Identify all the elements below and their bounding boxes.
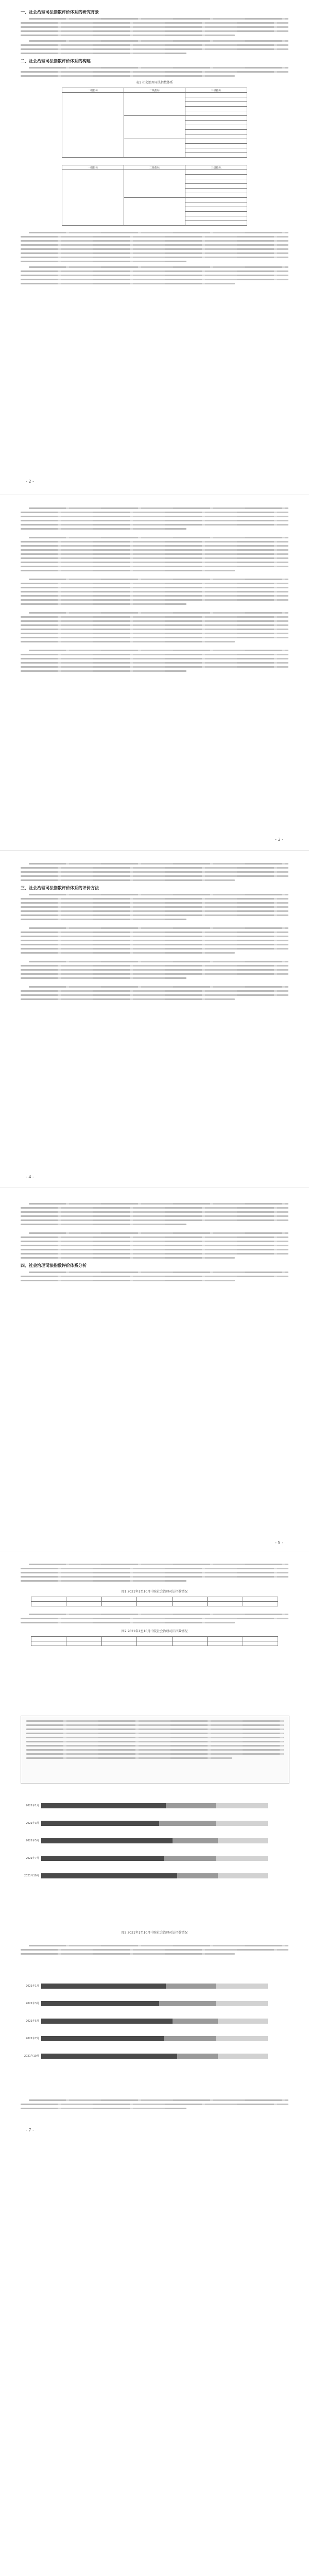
page-number: - 4 - [26, 1175, 34, 1179]
text-line [21, 557, 288, 559]
bar-segment [164, 2036, 216, 2041]
text-line [21, 948, 288, 950]
bar-segment [216, 2001, 268, 2006]
table-cell [66, 1602, 101, 1606]
text-line [29, 2099, 288, 2101]
table-header-cell: 二级指标 [124, 88, 185, 93]
bar-category-label: 2021年3月 [26, 1822, 39, 1825]
table-cell [62, 93, 124, 158]
text-line [21, 944, 288, 945]
section-heading-1: 一、社会治理司法指数评价体系的研究背景 [21, 10, 99, 14]
bar-segment [166, 1984, 216, 1989]
text-line [21, 1253, 288, 1255]
text-line [21, 261, 186, 262]
text-line [21, 283, 235, 284]
table-caption: 图2 2021年1至10月中院社会治理司法指数情况 [121, 1630, 188, 1633]
text-line [21, 248, 288, 250]
bar-row [41, 2001, 268, 2006]
table-cell [185, 170, 247, 175]
bar-segment [177, 1873, 218, 1878]
bar-segment [41, 1856, 164, 1861]
table-header-cell: 三级指标 [185, 165, 247, 170]
paragraph-block [21, 1272, 288, 1281]
text-line [21, 599, 288, 601]
text-line [21, 994, 288, 996]
table-cell [31, 1637, 66, 1641]
table-cell [124, 139, 185, 158]
paragraph-block [21, 1203, 288, 1225]
text-line [26, 1737, 284, 1738]
text-line [29, 927, 288, 929]
text-line [26, 1749, 284, 1751]
table-cell [172, 1597, 207, 1602]
text-line [21, 562, 288, 563]
text-line [29, 579, 288, 580]
paragraph-block [21, 507, 288, 530]
table-cell [208, 1641, 243, 1646]
text-line [26, 1733, 284, 1734]
text-line [21, 26, 288, 28]
bar-segment [41, 1803, 166, 1808]
bar-segment [173, 1838, 218, 1843]
table-cell [185, 121, 247, 125]
bar-segment [41, 1984, 166, 1989]
table-cell [31, 1597, 66, 1602]
text-line [21, 44, 288, 46]
table-cell [185, 184, 247, 189]
text-line [21, 879, 235, 881]
text-line [21, 969, 288, 971]
text-line [21, 658, 288, 659]
text-line [21, 616, 288, 618]
bar-segment [41, 2001, 159, 2006]
text-line [21, 624, 288, 626]
paragraph-block [21, 1232, 288, 1259]
indicator-table [62, 88, 247, 158]
bar-segment [41, 2019, 173, 2024]
table-cell [124, 93, 185, 116]
table-cell [172, 1602, 207, 1606]
figure-caption: 图3 2021年1至10月中院社会治理司法指数情况 [121, 1931, 188, 1935]
text-line [21, 252, 288, 254]
table-cell [185, 97, 247, 102]
text-line [21, 1949, 288, 1951]
table-cell [137, 1641, 172, 1646]
bar-row [41, 1838, 268, 1843]
text-line [21, 545, 288, 547]
text-line [21, 629, 288, 630]
bar-segment [177, 2054, 218, 2059]
table-cell [185, 221, 247, 226]
bar-segment [216, 1803, 268, 1808]
table-cell [31, 1641, 66, 1646]
text-line [21, 603, 186, 605]
section-heading-4: 四、社会治理司法指数评价体系分析 [21, 1263, 87, 1268]
text-line [21, 75, 235, 77]
text-line [21, 898, 288, 900]
table-caption: 图1 2021年1至10月中院社会治理司法指数情况 [121, 1590, 188, 1594]
text-line [21, 670, 186, 672]
table-cell [243, 1602, 278, 1606]
page-break [0, 850, 309, 851]
table-header-cell: 二级指标 [124, 165, 185, 170]
paragraph-block [21, 961, 288, 979]
text-line [21, 528, 186, 530]
text-line [29, 232, 288, 233]
text-line [29, 612, 288, 614]
table-cell [101, 1637, 136, 1641]
text-line [21, 1249, 288, 1250]
paragraph-block [21, 579, 288, 605]
table-cell [185, 139, 247, 144]
text-line [26, 1728, 284, 1730]
text-line [21, 965, 288, 967]
text-line [21, 583, 288, 584]
text-line [21, 871, 288, 873]
table-cell [243, 1597, 278, 1602]
text-line [26, 1724, 284, 1726]
bar-category-label: 2021年7月 [26, 1857, 39, 1860]
table-cell [185, 125, 247, 130]
bar-segment [159, 2001, 216, 2006]
bar-category-label: 2021年7月 [26, 2037, 39, 2040]
text-line [21, 998, 235, 1000]
text-line [21, 875, 288, 877]
text-line [29, 961, 288, 962]
text-line [21, 279, 288, 280]
text-line [21, 524, 288, 526]
text-line [21, 1622, 235, 1623]
table-cell [185, 193, 247, 198]
table-cell [185, 212, 247, 216]
bar-segment [218, 2019, 268, 2024]
table-cell [185, 134, 247, 139]
text-line [21, 620, 288, 622]
text-line [29, 894, 288, 895]
table-cell [185, 198, 247, 202]
table-header-cell: 一级指标 [62, 165, 124, 170]
table-cell [185, 175, 247, 179]
bar-row [41, 1856, 268, 1861]
text-line [21, 1219, 288, 1221]
text-line [21, 990, 288, 992]
text-line [21, 570, 235, 571]
text-line [21, 1236, 288, 1238]
text-line [29, 1945, 288, 1946]
text-line [21, 553, 288, 555]
bar-row [41, 1873, 268, 1878]
text-line [26, 1753, 284, 1755]
text-line [21, 2104, 288, 2105]
table-cell [137, 1637, 172, 1641]
paragraph-block [21, 232, 288, 262]
text-line [21, 275, 288, 276]
page-2 [0, 5, 309, 287]
table-cell [185, 148, 247, 153]
text-line [21, 919, 186, 920]
text-line [26, 1741, 284, 1742]
text-line [21, 71, 288, 73]
text-line [29, 537, 288, 538]
text-line [21, 1572, 288, 1573]
text-line [21, 244, 288, 246]
text-line [21, 1953, 235, 1955]
bar-row [41, 2019, 268, 2024]
table-cell [185, 130, 247, 134]
text-line [21, 952, 235, 954]
bar-segment [159, 1821, 216, 1826]
table-cell [185, 144, 247, 148]
bar-row [41, 1821, 268, 1826]
table-cell [185, 207, 247, 212]
table-cell [243, 1637, 278, 1641]
bar-category-label: 2021年10月 [24, 2055, 39, 2058]
table-header-cell: 一级指标 [62, 88, 124, 93]
text-line [21, 940, 288, 941]
text-line [21, 257, 288, 258]
bar-category-label: 2021年5月 [26, 1839, 39, 1842]
bar-row [41, 1803, 268, 1808]
page-number: - 3 - [275, 837, 283, 842]
table-cell [185, 111, 247, 116]
bar-segment [216, 1856, 268, 1861]
bar-segment [173, 2019, 218, 2024]
text-line [21, 977, 186, 979]
text-line [29, 1272, 288, 1273]
table-cell [137, 1602, 172, 1606]
text-line [21, 1215, 288, 1217]
text-line [21, 936, 288, 937]
text-line [21, 587, 288, 588]
paragraph-block [21, 40, 288, 54]
text-line [26, 1745, 284, 1747]
text-line [21, 270, 288, 272]
page-number: - 5 - [275, 1540, 283, 1545]
text-line [21, 520, 288, 521]
text-line [21, 1224, 186, 1225]
text-line [21, 591, 288, 592]
table-cell [185, 189, 247, 193]
index-table [31, 1636, 278, 1646]
bar-category-label: 2021年1月 [26, 1985, 39, 1988]
text-line [29, 986, 288, 988]
paragraph-block [21, 1614, 288, 1623]
text-line [21, 1580, 186, 1582]
table-cell [137, 1597, 172, 1602]
table-cell [101, 1641, 136, 1646]
text-line [21, 867, 288, 869]
table-cell [31, 1602, 66, 1606]
text-line [21, 1280, 235, 1281]
table-cell [185, 116, 247, 121]
text-line [21, 35, 235, 36]
table-cell [185, 107, 247, 111]
table-cell [124, 170, 185, 198]
table-cell [66, 1637, 101, 1641]
text-line [21, 906, 288, 908]
table-cell [101, 1602, 136, 1606]
section-heading-2: 二、社会治理司法指数评价体系的构建 [21, 59, 91, 63]
text-line [21, 910, 288, 912]
text-line [29, 1614, 288, 1615]
text-line [21, 2108, 186, 2109]
paragraph-block [21, 1564, 288, 1582]
bar-segment [41, 1873, 177, 1878]
table-cell [208, 1602, 243, 1606]
table-cell [172, 1637, 207, 1641]
stacked-bar-chart-2 [0, 1978, 309, 2081]
table-cell [208, 1597, 243, 1602]
text-line [21, 902, 288, 904]
bar-segment [164, 1856, 216, 1861]
table-cell [185, 102, 247, 107]
text-line [21, 1257, 235, 1259]
text-line [21, 666, 288, 668]
table-cell [66, 1641, 101, 1646]
text-line [21, 914, 288, 916]
page-number: - 2 - [26, 479, 34, 484]
text-line [21, 1576, 288, 1578]
text-line [29, 1232, 288, 1234]
bar-segment [41, 2054, 177, 2059]
paragraph-block [21, 986, 288, 1000]
table-cell [124, 198, 185, 226]
index-table [31, 1597, 278, 1606]
table-cell [185, 93, 247, 97]
table-cell [185, 202, 247, 207]
text-line [21, 240, 288, 242]
paragraph-block [21, 537, 288, 571]
bar-segment [216, 1821, 268, 1826]
table-cell [62, 170, 124, 226]
text-line [21, 1568, 288, 1569]
bar-row [41, 2036, 268, 2041]
table-cell [101, 1597, 136, 1602]
bar-segment [218, 2054, 268, 2059]
text-line [21, 236, 288, 238]
paragraph-block [21, 650, 288, 672]
section-heading-3: 三、社会治理司法指数评价体系的评价方法 [21, 886, 99, 890]
table-cell [208, 1637, 243, 1641]
table-cell [243, 1641, 278, 1646]
page-number: - 7 - [26, 2128, 34, 2132]
table-header-cell: 三级指标 [185, 88, 247, 93]
page-6-tail [0, 2097, 309, 2112]
text-line [21, 549, 288, 551]
bar-segment [41, 1821, 159, 1826]
text-line [26, 1720, 284, 1722]
table-caption: 表1 社会治理司法指数体系 [136, 81, 173, 84]
table-cell [172, 1641, 207, 1646]
text-line [21, 516, 288, 517]
text-line [29, 863, 288, 865]
text-line [21, 641, 235, 642]
paragraph-block [21, 18, 288, 36]
text-line [21, 541, 288, 543]
text-line [21, 22, 288, 24]
paragraph-block [21, 612, 288, 642]
text-line [21, 48, 288, 50]
page-3 [0, 505, 309, 674]
page-4 [0, 860, 309, 1003]
bar-segment [41, 2036, 164, 2041]
text-line [21, 53, 186, 54]
paragraph-block [21, 927, 288, 954]
table-cell [124, 116, 185, 139]
bar-category-label: 2021年5月 [26, 2020, 39, 2023]
paragraph-block [21, 894, 288, 920]
text-line [21, 1207, 288, 1209]
text-line [21, 662, 288, 664]
text-line [29, 1203, 288, 1205]
bar-category-label: 2021年10月 [24, 1874, 39, 1877]
text-line [29, 1564, 288, 1565]
stacked-bar-chart-1 [0, 1798, 309, 1917]
text-line [29, 650, 288, 651]
bar-segment [218, 1838, 268, 1843]
page-6-continued [0, 1942, 309, 1957]
text-line [29, 18, 288, 20]
text-line [29, 67, 288, 69]
bar-row [41, 2054, 268, 2059]
text-line [21, 1211, 288, 1213]
text-line [21, 1245, 288, 1246]
text-line [29, 40, 288, 42]
table-cell [185, 216, 247, 221]
text-line [21, 931, 288, 933]
text-line [29, 266, 288, 268]
bar-segment [41, 1838, 173, 1843]
note-box [21, 1716, 289, 1784]
paragraph-block [21, 67, 288, 77]
table-cell [66, 1597, 101, 1602]
text-line [21, 1618, 288, 1619]
text-line [21, 633, 288, 634]
bar-segment [166, 1803, 216, 1808]
page-5 [0, 1200, 309, 1284]
text-line [21, 30, 288, 32]
table-cell [185, 179, 247, 184]
paragraph-block [21, 1945, 288, 1955]
paragraph-block [21, 2099, 288, 2109]
text-line [21, 566, 288, 567]
bar-category-label: 2021年1月 [26, 1804, 39, 1807]
text-line [21, 595, 288, 597]
bar-segment [216, 2036, 268, 2041]
text-line [21, 973, 288, 975]
bar-category-label: 2021年3月 [26, 2002, 39, 2005]
text-line [21, 654, 288, 655]
bar-row [41, 1984, 268, 1989]
table-cell [185, 153, 247, 158]
bar-segment [216, 1984, 268, 1989]
text-line [21, 512, 288, 513]
text-line [21, 1276, 288, 1277]
text-line [21, 637, 288, 638]
page-6 [0, 1561, 309, 1646]
text-line [26, 1757, 232, 1759]
bar-segment [218, 1873, 268, 1878]
paragraph-block [21, 863, 288, 881]
paragraph-block [21, 266, 288, 284]
text-line [21, 1241, 288, 1242]
indicator-table-continued [62, 165, 247, 226]
text-line [29, 507, 288, 509]
